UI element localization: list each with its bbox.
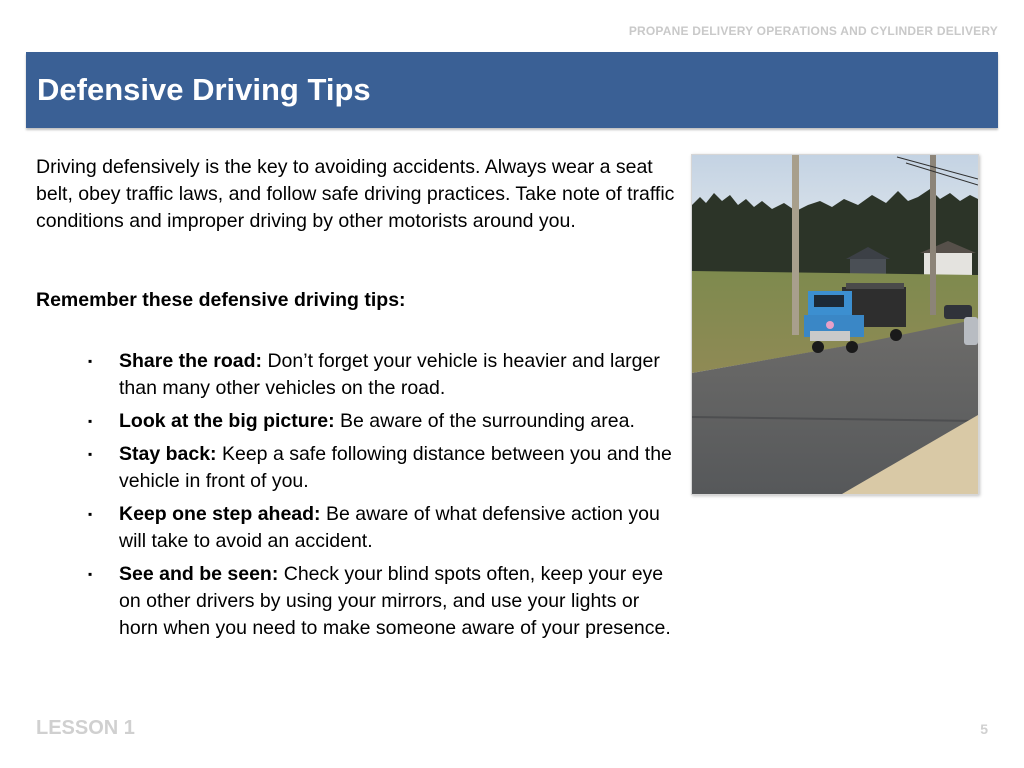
tip-head: Share the road:: [119, 350, 263, 372]
tip-item: [86, 441, 676, 495]
tip-body: Be aware of what defensive action you will take to avoid an accident.: [119, 503, 660, 552]
tip-item: [86, 348, 676, 402]
tip-head: Look at the big picture:: [119, 410, 335, 432]
tip-body: Don’t forget your vehicle is heavier and larger than many other vehicles on the road.: [119, 350, 660, 399]
page-number: 5: [980, 721, 988, 737]
course-title: PROPANE DELIVERY OPERATIONS AND CYLINDER DELIVERY: [628, 24, 998, 38]
tip-head: Keep one step ahead:: [119, 503, 321, 525]
tip-head: See and be seen:: [119, 563, 279, 585]
tip-body: Check your blind spots often, keep your eye on other drivers by using your mirrors, and use your lights or horn when you need to make someone aware of your presence.: [119, 563, 671, 639]
utility-pole: [792, 155, 799, 335]
bullet-icon: ▪: [88, 447, 93, 461]
tip-item: [86, 561, 676, 642]
tip-item: [86, 408, 676, 435]
tip-body: Be aware of the surrounding area.: [334, 410, 635, 432]
title-bar: [26, 52, 998, 128]
bullet-icon: ▪: [88, 354, 93, 368]
car: [964, 317, 978, 345]
photo-illustration: [692, 155, 978, 494]
tip-body: Keep a safe following distance between you and the vehicle in front of you.: [119, 443, 672, 492]
truck-on-road-photo: [691, 154, 979, 495]
lesson-label: LESSON 1: [36, 717, 135, 739]
intro-paragraph: Driving defensively is the key to avoiding accidents. Always wear a seat belt, obey traffic laws, and follow safe driving practices. Take note of traffic conditions and improper driving by other motorists around you.: [36, 156, 675, 232]
bullet-icon: ▪: [88, 567, 93, 581]
slide-title: Defensive Driving Tips: [37, 72, 371, 107]
bullet-icon: ▪: [88, 507, 93, 521]
car: [944, 305, 972, 319]
tips-list: [86, 348, 676, 648]
tip-head: Stay back:: [119, 443, 217, 465]
bullet-icon: ▪: [88, 414, 93, 428]
utility-pole: [930, 155, 936, 315]
tips-heading: Remember these defensive driving tips:: [36, 289, 406, 311]
tip-item: [86, 501, 676, 555]
